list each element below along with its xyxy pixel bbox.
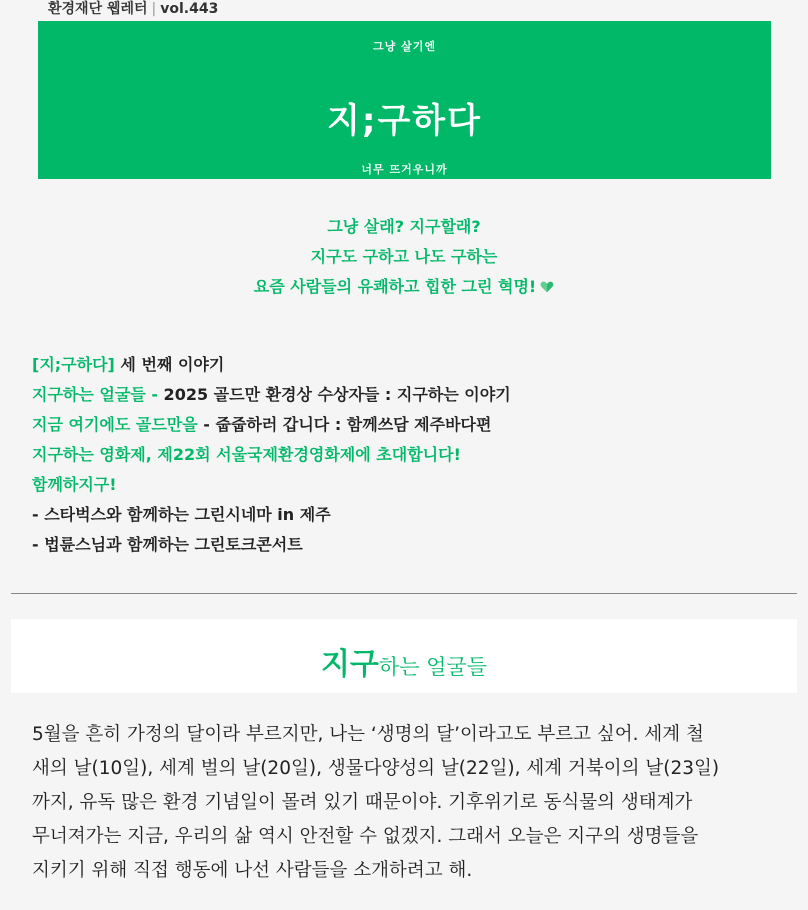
intro-line-3-row [0, 272, 808, 302]
section-divider [11, 593, 797, 594]
toc-item[interactable] [32, 410, 511, 440]
toc-item-label: 지금 여기에도 골드만을 [32, 415, 198, 434]
body-line: 5월을 흔히 가정의 달이라 부르지만, 나는 ‘생명의 달’이라고도 부르고 싶어. 세계 철 [32, 724, 704, 745]
newsletter-volume: vol.443 [160, 1, 219, 17]
toc-item-text: 세 번째 이야기 [114, 355, 225, 374]
body-line: 까지, 유독 많은 환경 기념일이 몰려 있기 때문이야. 기후위기로 동식물의 생태계가 [32, 792, 693, 813]
newsletter-header [48, 0, 218, 18]
section-body [32, 718, 777, 888]
toc-item-label: 함께하지구! [32, 475, 117, 494]
banner-arc-top-text: 그냥 살기엔 [373, 40, 436, 53]
intro-line-3: 요즘 사람들의 유쾌하고 힙한 그린 혁명! [253, 277, 537, 296]
green-heart-icon [540, 280, 554, 294]
header-separator: | [151, 1, 157, 17]
banner-arc-bottom-text: 너무 뜨거우니까 [361, 163, 448, 176]
toc-item[interactable] [32, 470, 511, 500]
toc-item[interactable] [32, 350, 511, 380]
section-header [11, 619, 797, 693]
toc-item-label: [지;구하다] [32, 355, 115, 374]
toc-item-text: - 스타벅스와 함께하는 그린시네마 in 제주 [32, 505, 331, 524]
toc-item-text: 2025 골드만 환경상 수상자들 : 지구하는 이야기 [157, 385, 511, 404]
toc-item-text: - 법륜스님과 함께하는 그린토크콘서트 [32, 535, 303, 554]
toc-item[interactable] [32, 380, 511, 410]
body-line: 지키기 위해 직접 행동에 나선 사람들을 소개하려고 해. [32, 860, 473, 881]
body-line: 새의 날(10일), 세계 벌의 날(20일), 생물다양성의 날(22일), 세계 거북이의 날(23일) [32, 758, 720, 779]
toc-item-text: - 줍줍하러 갑니다 : 함께쓰담 제주바다편 [197, 415, 492, 434]
section-title-small: 하는 얼굴들 [378, 655, 488, 679]
toc-item[interactable] [32, 530, 511, 560]
newsletter-name: 환경재단 웹레터 [48, 1, 148, 17]
toc-item[interactable] [32, 500, 511, 530]
toc-item-label: 지구하는 영화제, 제22회 서울국제환경영화제에 초대합니다! [32, 445, 461, 464]
table-of-contents [32, 350, 511, 560]
toc-item-label: 지구하는 얼굴들 - [32, 385, 158, 404]
banner-logo: 지;구하다 [327, 101, 482, 141]
section-title-big: 지구 [320, 647, 379, 682]
toc-item[interactable] [32, 440, 511, 470]
hero-banner [38, 21, 771, 179]
body-line: 무너져가는 지금, 우리의 삶 역시 안전할 수 없겠지. 그래서 오늘은 지구의 생명들을 [32, 826, 699, 847]
intro-line-2: 지구도 구하고 나도 구하는 [310, 247, 498, 266]
intro-block [0, 212, 808, 302]
section-title [11, 639, 797, 683]
intro-line-1: 그냥 살래? 지구할래? [327, 217, 481, 236]
